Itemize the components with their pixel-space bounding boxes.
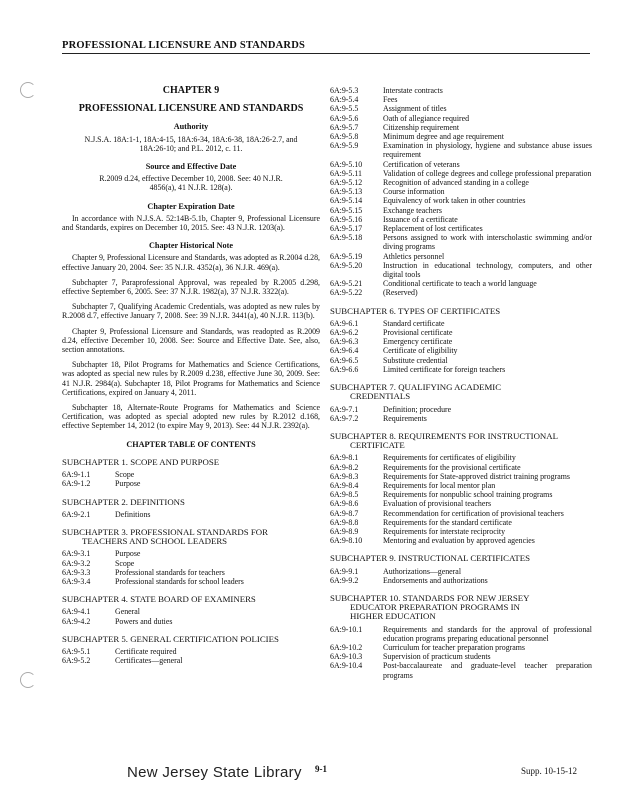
section-title: Definition; procedure xyxy=(383,404,452,414)
section-number: 6A:9-6.1 xyxy=(330,318,359,328)
toc-entry[interactable] xyxy=(330,414,592,423)
toc-entry[interactable] xyxy=(330,132,592,141)
section-title: Requirements for nonpublic school training programs xyxy=(383,490,553,500)
section-title: Interstate contracts xyxy=(383,86,443,95)
subchapter-heading-line: SUBCHAPTER 1. SCOPE AND PURPOSE xyxy=(62,456,220,467)
section-number: 6A:9-9.2 xyxy=(330,575,359,585)
section-number: 6A:9-5.3 xyxy=(330,86,359,95)
section-number: 6A:9-10.2 xyxy=(330,642,363,652)
toc-entry[interactable] xyxy=(330,453,592,462)
toc-entry[interactable] xyxy=(330,178,592,187)
subchapter-heading-line: TEACHERS AND SCHOOL LEADERS xyxy=(82,536,228,547)
section-title: Certificate required xyxy=(115,646,177,656)
subchapter-heading-line: HIGHER EDUCATION xyxy=(350,611,436,622)
chapter-title: PROFESSIONAL LICENSURE AND STANDARDS xyxy=(78,103,304,115)
toc-entry[interactable] xyxy=(62,607,320,616)
section-title: General xyxy=(115,607,140,617)
section-title: Scope xyxy=(115,470,135,480)
subchapter-heading xyxy=(330,383,592,401)
subchapter-heading-line: SUBCHAPTER 10. STANDARDS FOR NEW JERSEY xyxy=(330,592,530,603)
subchapter-heading xyxy=(62,498,320,507)
supplement-date: Supp. 10-15-12 xyxy=(521,766,577,776)
section-title: Purpose xyxy=(115,549,141,559)
subchapter-heading-line: SUBCHAPTER 2. DEFINITIONS xyxy=(62,496,185,507)
subchapter-heading-line: SUBCHAPTER 9. INSTRUCTIONAL CERTIFICATES xyxy=(330,553,531,564)
section-number: 6A:9-10.4 xyxy=(330,661,363,671)
toc-entry[interactable] xyxy=(330,160,592,169)
subchapter-heading-line: SUBCHAPTER 8. REQUIREMENTS FOR INSTRUCTIONAL xyxy=(330,430,559,441)
toc-entry[interactable] xyxy=(330,86,592,95)
subchapter-heading-line: SUBCHAPTER 4. STATE BOARD OF EXAMINERS xyxy=(62,594,256,605)
section-title: Limited certificate for foreign teachers xyxy=(383,364,506,374)
section-number: 6A:9-5.13 xyxy=(330,187,363,197)
subchapter-heading-line: SUBCHAPTER 5. GENERAL CERTIFICATION POLICIES xyxy=(62,633,279,644)
toc-entry[interactable] xyxy=(62,617,320,626)
section-title: Certification of veterans xyxy=(383,159,460,169)
toc-entry[interactable] xyxy=(330,463,592,472)
section-title: Issuance of a certificate xyxy=(383,214,458,224)
toc-entry[interactable] xyxy=(62,647,320,656)
toc-entry[interactable] xyxy=(62,549,320,558)
section-title: Scope xyxy=(115,558,135,568)
subchapter-heading xyxy=(330,307,592,316)
section-title: Purpose xyxy=(115,479,141,489)
section-title: Exchange teachers xyxy=(383,205,442,215)
section-number: 6A:9-5.18 xyxy=(330,233,363,243)
section-number: 6A:9-6.2 xyxy=(330,328,359,338)
section-title: Post-baccalaureate and graduate-level teacher preparation programs xyxy=(383,661,592,680)
toc-entry[interactable] xyxy=(330,328,592,337)
history-paragraph: Subchapter 18, Pilot Programs for Mathematics and Science Certifications, was adopted as special new rules by R.2009 d.238, effective June 30, 2009. See: 41 N.J.R. 2984(a). Subchapter 18, Pilot Programs for Mathematics and Science Certifications, expired on January 4, 2011. xyxy=(62,360,320,397)
section-title: Oath of allegiance required xyxy=(383,113,470,123)
punch-hole-bottom xyxy=(20,672,36,688)
toc-entry[interactable] xyxy=(62,568,320,577)
section-title: Certificates—general xyxy=(115,656,183,666)
section-title: Authorizations—general xyxy=(383,566,462,576)
toc-entry[interactable] xyxy=(330,567,592,576)
subchapter-heading xyxy=(62,595,320,604)
section-number: 6A:9-5.20 xyxy=(330,260,363,270)
section-title: Requirements for State-approved district training programs xyxy=(383,471,570,481)
toc-entry[interactable] xyxy=(62,470,320,479)
library-stamp: New Jersey State Library xyxy=(127,764,302,781)
section-number: 6A:9-8.9 xyxy=(330,526,359,536)
subchapter-heading xyxy=(62,458,320,467)
section-title: Requirements for local mentor plan xyxy=(383,480,496,490)
section-title: Equivalency of work taken in other countries xyxy=(383,196,526,206)
section-title: Supervision of practicum students xyxy=(383,652,491,662)
toc-entry[interactable] xyxy=(330,252,592,261)
section-title: Standard certificate xyxy=(383,318,445,328)
section-title: Assignment of titles xyxy=(383,104,447,114)
section-title: Certificate of eligibility xyxy=(383,346,458,356)
section-title: Examination in physiology, hygiene and substance abuse issues requirement xyxy=(383,141,592,160)
section-number: 6A:9-5.22 xyxy=(330,288,363,298)
section-number: 6A:9-9.1 xyxy=(330,566,359,576)
section-title: Persons assigned to work with interscholastic swimming and/or diving programs xyxy=(383,233,592,252)
section-number: 6A:9-8.1 xyxy=(330,453,359,463)
section-title: Conditional certificate to teach a world language xyxy=(383,279,537,289)
section-number: 6A:9-7.2 xyxy=(330,413,359,423)
section-title: Evaluation of provisional teachers xyxy=(383,499,492,509)
section-number: 6A:9-3.3 xyxy=(62,567,91,577)
section-number: 6A:9-6.6 xyxy=(330,364,359,374)
history-paragraph: Subchapter 7, Qualifying Academic Credentials, was adopted as new rules by R.2008 d.7, effective January 7, 2008. See: 39 N.J.R. 3441(a), 40 N.J.R. 113(b). xyxy=(62,302,320,321)
toc-entry[interactable] xyxy=(330,279,592,288)
subchapter-heading xyxy=(330,594,592,622)
section-number: 6A:9-8.2 xyxy=(330,462,359,472)
punch-hole-top xyxy=(20,82,36,98)
toc-entry[interactable] xyxy=(330,114,592,123)
section-number: 6A:9-10.1 xyxy=(330,624,363,634)
section-title: Substitute credential xyxy=(383,355,448,365)
section-number: 6A:9-6.3 xyxy=(330,337,359,347)
section-number: 6A:9-5.2 xyxy=(62,656,91,666)
toc-entry[interactable] xyxy=(330,576,592,585)
section-title: (Reserved) xyxy=(383,288,418,298)
subchapter-heading-line: EDUCATOR PREPARATION PROGRAMS IN xyxy=(350,602,520,613)
section-number: 6A:9-5.4 xyxy=(330,95,359,105)
history-heading: Chapter Historical Note xyxy=(149,241,233,251)
history-paragraph: Subchapter 18, Alternate-Route Programs for Mathematics and Science Certification, was adopted as special adopted new rules by R.2012 d.168, effective September 14, 2012 (to expire May 9, 2013). See: 44 N.J.R. 2392(a). xyxy=(62,403,320,431)
section-number: 6A:9-5.15 xyxy=(330,205,363,215)
section-number: 6A:9-8.5 xyxy=(330,490,359,500)
section-number: 6A:9-5.5 xyxy=(330,104,359,114)
section-title: Endorsements and authorizations xyxy=(383,575,488,585)
toc-entry[interactable] xyxy=(330,625,592,643)
history-paragraph: Chapter 9, Professional Licensure and Standards, was adopted as R.2004 d.28, effective January 20, 2004. See: 35 N.J.R. 4352(a), 36 N.J.R. 469(a). xyxy=(62,253,320,272)
subchapter-heading xyxy=(330,554,592,563)
toc-entry[interactable] xyxy=(330,481,592,490)
history-paragraph: Chapter 9, Professional Licensure and Standards, was readopted as R.2009 d.24, effective December 10, 2008. See: Source and Effective Date. See, also, section annotations. xyxy=(62,326,320,355)
toc-entry[interactable] xyxy=(330,337,592,346)
toc-entry[interactable] xyxy=(330,196,592,205)
subchapter-5-continued xyxy=(330,86,592,298)
toc-entry[interactable] xyxy=(330,261,592,279)
chapter-number: CHAPTER 9 xyxy=(162,85,220,96)
toc-entry[interactable] xyxy=(330,206,592,215)
running-head: PROFESSIONAL LICENSURE AND STANDARDS xyxy=(62,40,590,54)
section-number: 6A:9-8.7 xyxy=(330,508,359,518)
section-number: 6A:9-3.1 xyxy=(62,549,91,559)
section-title: Recommendation for certification of provisional teachers xyxy=(383,508,564,518)
section-title: Powers and duties xyxy=(115,616,173,626)
expiration-heading: Chapter Expiration Date xyxy=(147,201,235,211)
toc-entry[interactable] xyxy=(330,169,592,178)
toc-entry[interactable] xyxy=(330,490,592,499)
section-number: 6A:9-1.2 xyxy=(62,479,91,489)
section-title: Mentoring and evaluation by approved agencies xyxy=(383,536,535,546)
right-column xyxy=(330,86,592,680)
section-number: 6A:9-5.1 xyxy=(62,646,91,656)
toc-entry[interactable] xyxy=(330,527,592,536)
section-number: 6A:9-5.10 xyxy=(330,159,363,169)
toc-entry[interactable] xyxy=(62,479,320,488)
subchapter-heading-line: CREDENTIALS xyxy=(350,391,411,402)
subchapter-heading-line: SUBCHAPTER 7. QUALIFYING ACADEMIC xyxy=(330,382,502,393)
section-number: 6A:9-5.8 xyxy=(330,132,359,142)
section-number: 6A:9-5.6 xyxy=(330,113,359,123)
section-title: Replacement of lost certificates xyxy=(383,224,483,234)
right-toc xyxy=(330,307,592,680)
toc-entry[interactable] xyxy=(330,472,592,481)
section-number: 6A:9-8.8 xyxy=(330,517,359,527)
section-title: Curriculum for teacher preparation programs xyxy=(383,642,525,652)
section-number: 6A:9-3.2 xyxy=(62,558,91,568)
toc-entry[interactable] xyxy=(330,319,592,328)
section-number: 6A:9-6.4 xyxy=(330,346,359,356)
toc-entry[interactable] xyxy=(330,141,592,159)
section-number: 6A:9-4.2 xyxy=(62,616,91,626)
section-number: 6A:9-1.1 xyxy=(62,470,91,480)
toc-entry[interactable] xyxy=(330,405,592,414)
section-title: Requirements for interstate reciprocity xyxy=(383,526,506,536)
subchapter-heading-line: CERTIFICATE xyxy=(350,440,405,451)
section-number: 6A:9-3.4 xyxy=(62,576,91,586)
section-number: 6A:9-5.11 xyxy=(330,168,362,178)
section-title: Requirements for certificates of eligibility xyxy=(383,453,516,463)
toc-entry[interactable] xyxy=(330,215,592,224)
section-number: 6A:9-6.5 xyxy=(330,355,359,365)
section-number: 6A:9-5.21 xyxy=(330,279,363,289)
section-title: Athletics personnel xyxy=(383,251,445,261)
subchapter-heading xyxy=(62,635,320,644)
section-number: 6A:9-7.1 xyxy=(330,404,359,414)
toc-entry[interactable] xyxy=(330,346,592,355)
section-number: 6A:9-5.9 xyxy=(330,141,359,151)
toc-entry[interactable] xyxy=(330,123,592,132)
section-title: Instruction in educational technology, computers, and other digital tools xyxy=(383,260,592,280)
toc-entry[interactable] xyxy=(330,536,592,545)
toc-entry[interactable] xyxy=(330,499,592,508)
section-title: Minimum degree and age requirement xyxy=(383,132,504,142)
toc-entry[interactable] xyxy=(330,224,592,233)
toc-entry[interactable] xyxy=(62,577,320,586)
section-title: Course information xyxy=(383,187,445,197)
section-number: 6A:9-5.17 xyxy=(330,224,363,234)
subchapter-heading-line: SUBCHAPTER 3. PROFESSIONAL STANDARDS FOR xyxy=(62,526,268,537)
section-title: Recognition of advanced standing in a college xyxy=(383,178,529,188)
history-paragraph: Subchapter 7, Paraprofessional Approval, was repealed by R.2005 d.298, effective September 6, 2005. See: 37 N.J.R. 1982(a), 37 N.J.R. 3322(a). xyxy=(62,277,320,297)
section-title: Professional standards for teachers xyxy=(115,567,225,577)
toc-entry[interactable] xyxy=(330,104,592,113)
section-number: 6A:9-5.12 xyxy=(330,178,363,188)
left-toc xyxy=(62,458,320,665)
toc-entry[interactable] xyxy=(330,356,592,365)
section-number: 6A:9-5.19 xyxy=(330,251,363,261)
section-title: Requirements xyxy=(383,413,427,423)
section-number: 6A:9-2.1 xyxy=(62,509,91,519)
section-number: 6A:9-10.3 xyxy=(330,652,363,662)
source-text: R.2009 d.24, effective December 10, 2008. See: 40 N.J.R. 4856(a), 41 N.J.R. 128(a). xyxy=(99,174,283,193)
toc-entry[interactable] xyxy=(62,559,320,568)
toc-entry[interactable] xyxy=(62,510,320,519)
left-column xyxy=(62,86,320,665)
history-paragraphs xyxy=(62,253,320,430)
toc-entry[interactable] xyxy=(62,656,320,665)
toc-entry[interactable] xyxy=(330,233,592,251)
expiration-text: In accordance with N.J.S.A. 52:14B-5.1b, Chapter 9, Professional Licensure and Standards, expires on December 10, 2015. See: 43 N.J.R. 1203(a). xyxy=(62,213,320,233)
section-number: 6A:9-8.4 xyxy=(330,480,359,490)
section-title: Citizenship requirement xyxy=(383,122,460,132)
section-title: Professional standards for school leaders xyxy=(115,576,244,586)
section-title: Requirements for the standard certificate xyxy=(383,517,512,527)
toc-entry[interactable] xyxy=(330,652,592,661)
toc-entry[interactable] xyxy=(330,95,592,104)
authority-heading: Authority xyxy=(173,122,209,132)
section-number: 6A:9-5.14 xyxy=(330,196,363,206)
source-heading: Source and Effective Date xyxy=(145,162,237,172)
section-number: 6A:9-8.10 xyxy=(330,536,363,546)
subchapter-heading xyxy=(62,528,320,546)
toc-entry[interactable] xyxy=(330,643,592,652)
toc-entry[interactable] xyxy=(330,518,592,527)
subchapter-heading-line: SUBCHAPTER 6. TYPES OF CERTIFICATES xyxy=(330,305,501,316)
section-title: Requirements for the provisional certificate xyxy=(383,462,521,472)
toc-entry[interactable] xyxy=(330,509,592,518)
section-title: Validation of college degrees and college professional preparation xyxy=(383,168,592,178)
toc-entry[interactable] xyxy=(330,365,592,374)
section-title: Provisional certificate xyxy=(383,328,453,338)
page-number: 9-1 xyxy=(315,764,327,774)
authority-text: N.J.S.A. 18A:1-1, 18A:4-15, 18A:6-34, 18A:6-38, 18A:26-2.7, and 18A:26-10; and P.L. 2012, c. 11. xyxy=(84,134,298,153)
toc-entry[interactable] xyxy=(330,187,592,196)
section-number: 6A:9-5.16 xyxy=(330,214,363,224)
section-number: 6A:9-8.3 xyxy=(330,471,359,481)
section-title: Emergency certificate xyxy=(383,337,453,347)
toc-title: CHAPTER TABLE OF CONTENTS xyxy=(126,439,256,449)
section-title: Definitions xyxy=(115,509,151,519)
toc-entry[interactable] xyxy=(330,288,592,297)
section-title: Requirements and standards for the approval of professional education programs preparing educational personnel xyxy=(383,624,592,643)
section-number: 6A:9-4.1 xyxy=(62,607,91,617)
section-number: 6A:9-5.7 xyxy=(330,122,359,132)
subchapter-heading xyxy=(330,432,592,450)
section-title: Fees xyxy=(383,95,398,105)
section-number: 6A:9-8.6 xyxy=(330,499,359,509)
toc-entry[interactable] xyxy=(330,661,592,679)
